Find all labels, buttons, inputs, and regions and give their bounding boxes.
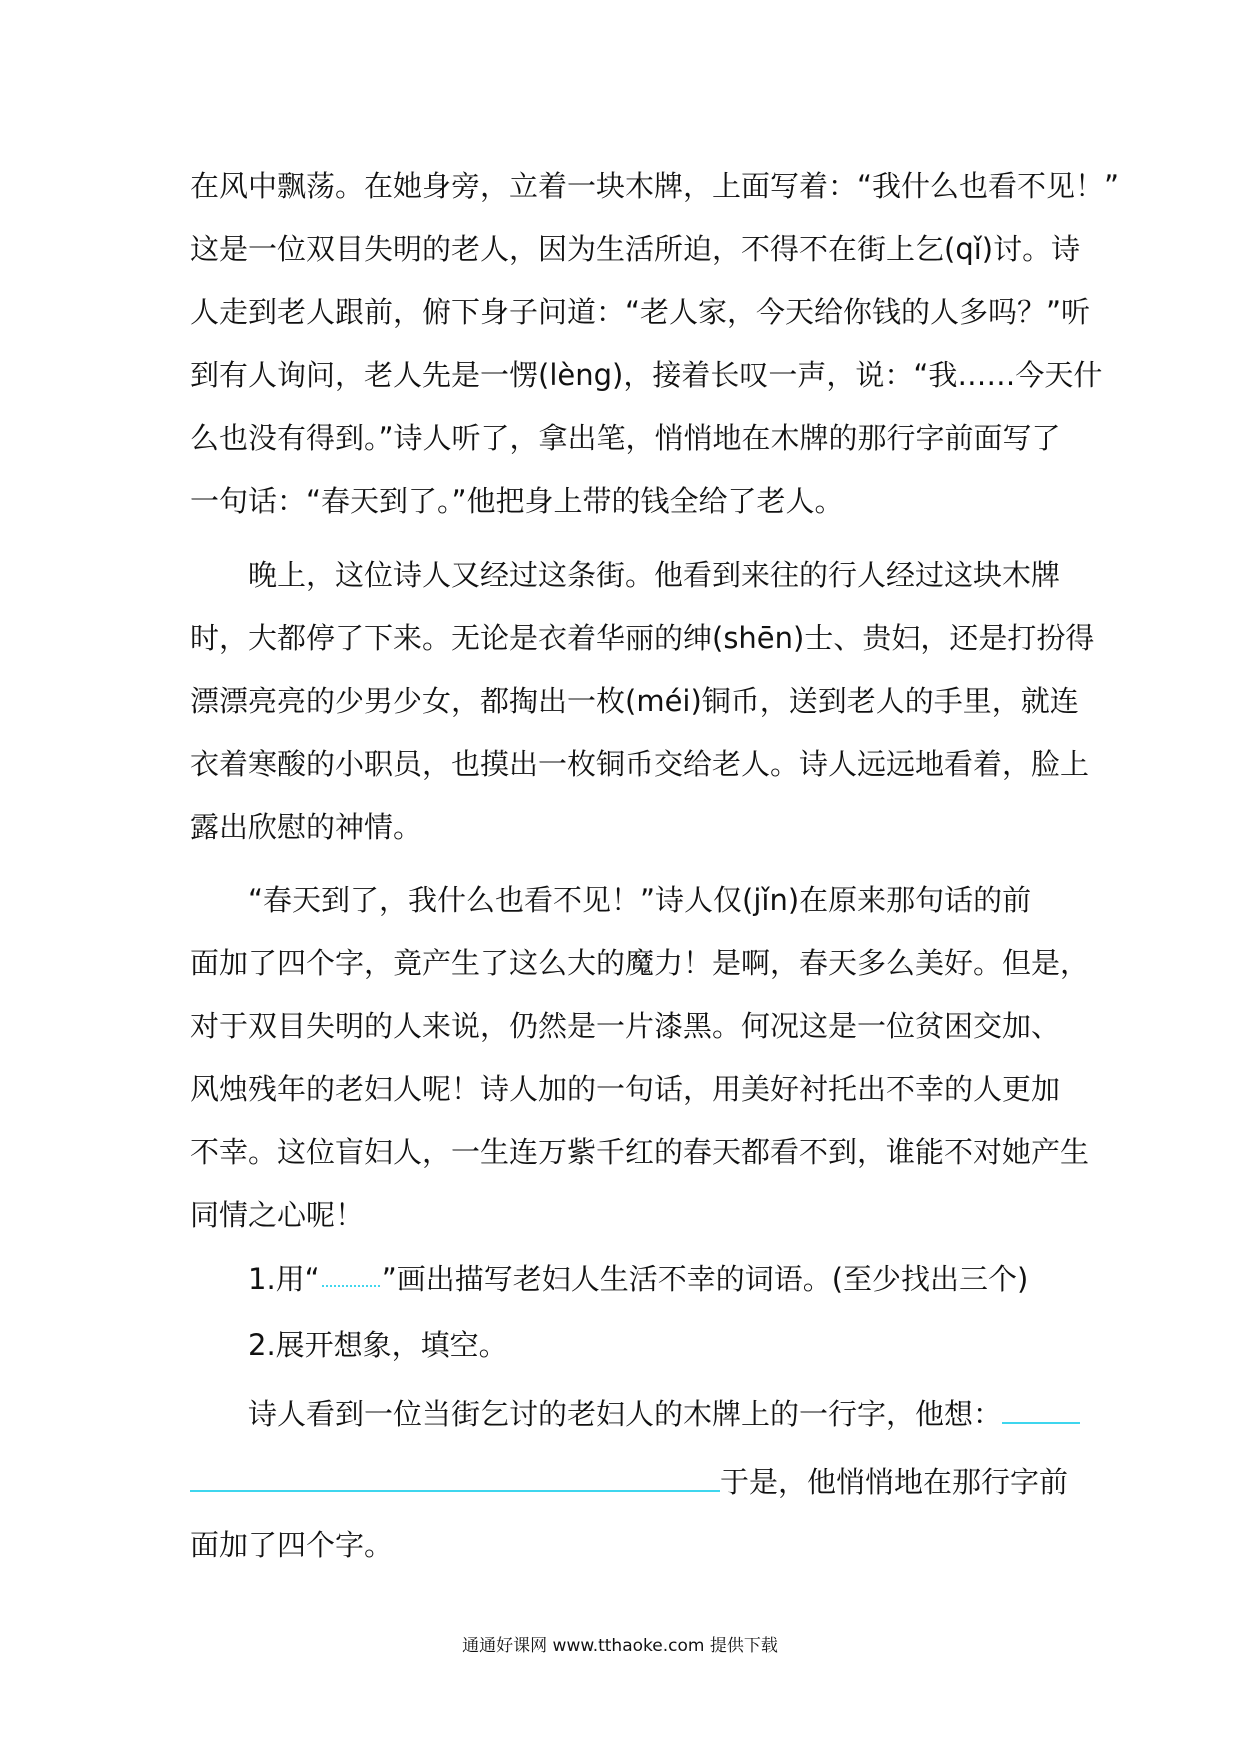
question-1-suffix: ”画出描写老妇人生活不幸的词语。(至少找出三个) bbox=[381, 1262, 1029, 1296]
answer-blank[interactable] bbox=[1002, 1392, 1080, 1424]
passage-line: 在风中飘荡。在她身旁，立着一块木牌，上面写着：“我什么也看不见！” bbox=[190, 169, 1120, 203]
fill-line-3: 面加了四个字。 bbox=[190, 1528, 394, 1562]
passage-line: 同情之心呢！ bbox=[190, 1198, 365, 1232]
passage-line: 对于双目失明的人来说，仍然是一片漆黑。何况这是一位贫困交加、 bbox=[190, 1009, 1061, 1043]
passage-line: 风烛残年的老妇人呢！诗人加的一句话，用美好衬托出不幸的人更加 bbox=[190, 1072, 1061, 1106]
passage-line: “春天到了，我什么也看不见！”诗人仅(jǐn)在原来那句话的前 bbox=[248, 883, 1032, 917]
fill-line-2-text: 于是，他悄悄地在那行字前 bbox=[720, 1465, 1069, 1499]
passage-line: 漂漂亮亮的少男少女，都掏出一枚(méi)铜币，送到老人的手里，就连 bbox=[190, 684, 1079, 718]
question-2: 2.展开想象，填空。 bbox=[248, 1328, 508, 1362]
fill-line-1 bbox=[248, 1392, 1060, 1432]
passage-line: 这是一位双目失明的老人，因为生活所迫，不得不在街上乞(qǐ)讨。诗 bbox=[190, 232, 1081, 266]
passage-line: 露出欣慰的神情。 bbox=[190, 810, 423, 844]
passage-line: 衣着寒酸的小职员，也摸出一枚铜币交给老人。诗人远远地看着，脸上 bbox=[190, 747, 1090, 781]
passage-line: 不幸。这位盲妇人，一生连万紫千红的春天都看不到，谁能不对她产生 bbox=[190, 1135, 1090, 1169]
answer-blank[interactable] bbox=[190, 1460, 720, 1492]
wavy-underline-sample bbox=[322, 1275, 380, 1287]
passage-line: 时，大都停了下来。无论是衣着华丽的绅(shēn)士、贵妇，还是打扮得 bbox=[190, 621, 1095, 655]
fill-line-1-text: 诗人看到一位当街乞讨的老妇人的木牌上的一行字，他想： bbox=[248, 1397, 1003, 1431]
passage-line: 一句话：“春天到了。”他把身上带的钱全给了老人。 bbox=[190, 484, 844, 518]
question-1 bbox=[248, 1259, 1060, 1299]
passage-line: 人走到老人跟前，俯下身子问道：“老人家，今天给你钱的人多吗？”听 bbox=[190, 295, 1091, 329]
fill-line-2 bbox=[190, 1460, 1069, 1500]
question-1-prefix: 1.用“ bbox=[248, 1262, 320, 1296]
footer-credit: 通通好课网 www.tthaoke.com 提供下载 bbox=[462, 1636, 778, 1656]
passage-line: 么也没有得到。”诗人听了，拿出笔，悄悄地在木牌的那行字前面写了 bbox=[190, 421, 1061, 455]
passage-line: 到有人询问，老人先是一愣(lèng)，接着长叹一声，说：“我……今天什 bbox=[190, 358, 1103, 392]
passage-line: 晚上，这位诗人又经过这条街。他看到来往的行人经过这块木牌 bbox=[248, 558, 1061, 592]
passage-line: 面加了四个字，竟产生了这么大的魔力！是啊，春天多么美好。但是， bbox=[190, 946, 1090, 980]
